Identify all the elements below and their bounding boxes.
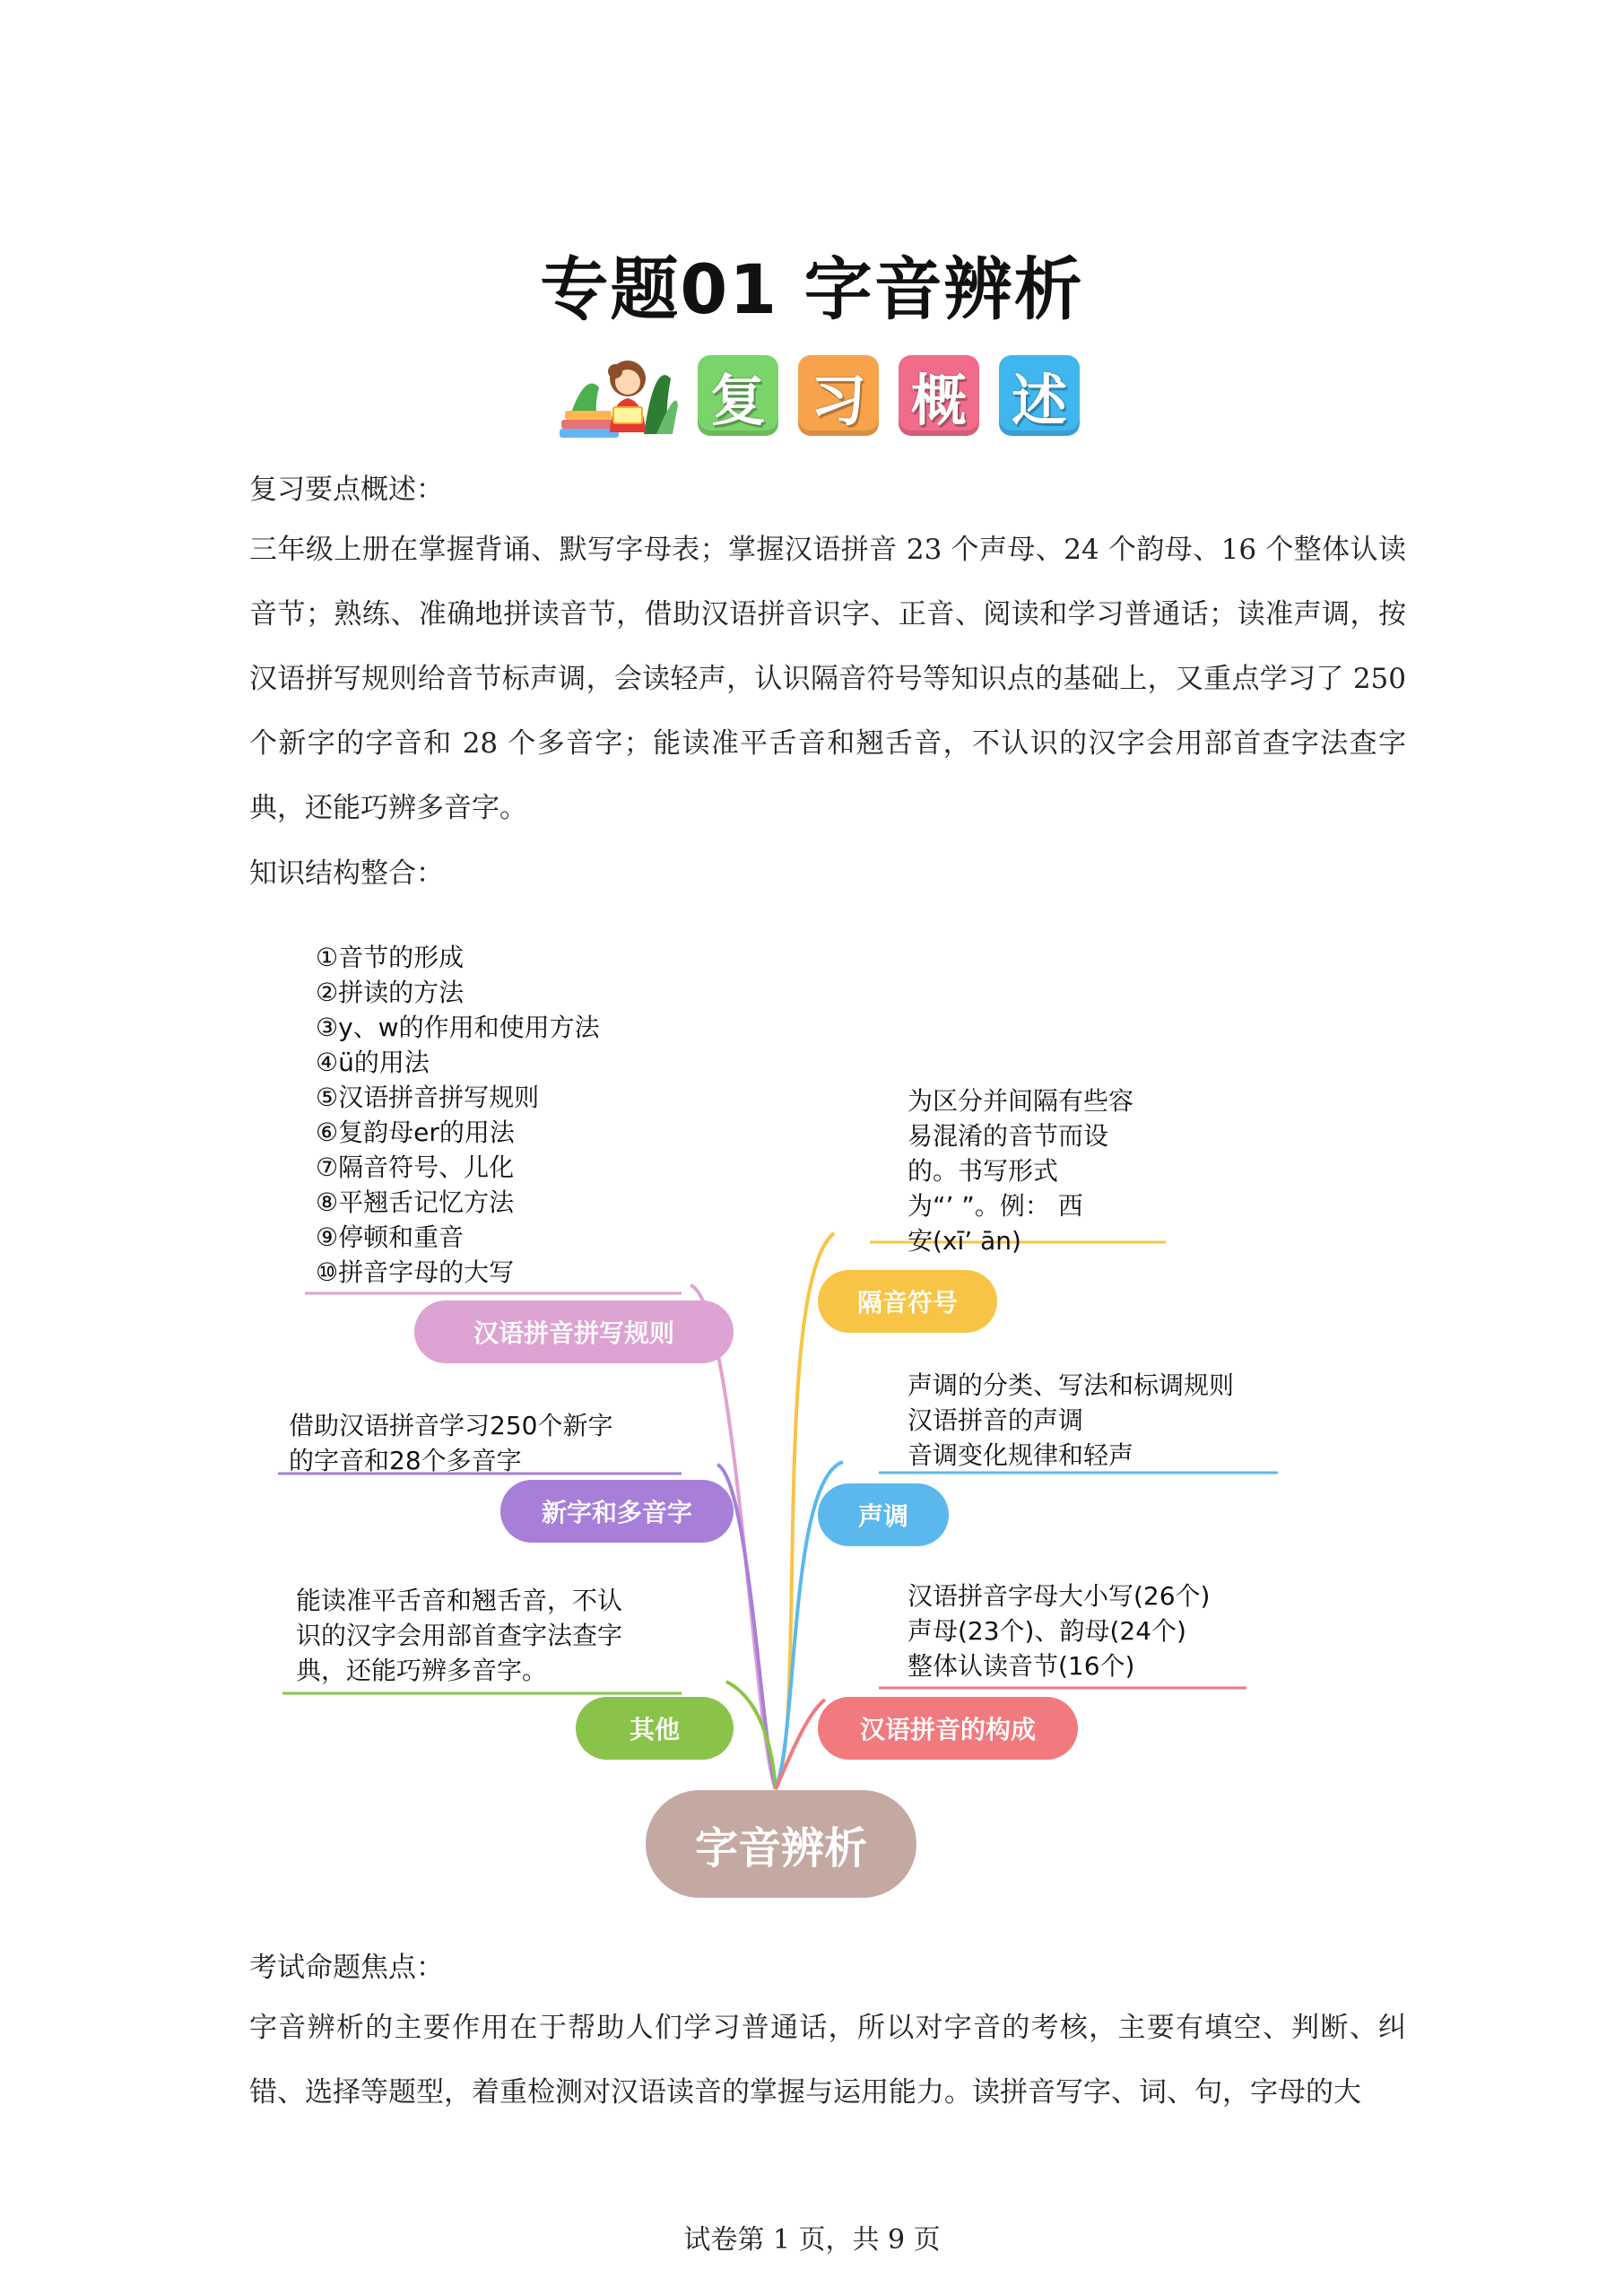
list-item: ⑤汉语拼音拼写规则 (316, 1083, 540, 1112)
list-item: ④ü的用法 (316, 1048, 430, 1077)
branch-other: 其他 (576, 1697, 734, 1760)
tone-text: 声调的分类、写法和标调规则 汉语拼音的声调 音调变化规律和轻声 (908, 1370, 1235, 1470)
page-footer: 试卷第 1 页，共 9 页 (683, 2224, 941, 2256)
mind-map (269, 924, 1345, 1937)
branch-structure: 汉语拼音的构成 (818, 1697, 1078, 1760)
branch-tone: 声调 (818, 1483, 949, 1546)
review-banner (556, 352, 1094, 441)
review-summary-label: 复习要点概述： (249, 474, 444, 506)
exam-focus-text: 字音辨析的主要作用在于帮助人们学习普通话，所以对字音的考核，主要有填空、判断、纠错、选择等题型，着重检测对汉语读音的掌握与运用能力。读拼音写字、词、句，字母的大 (249, 2012, 1406, 2109)
list-item: ⑩拼音字母的大写 (316, 1257, 515, 1287)
list-item: ②拼读的方法 (316, 978, 465, 1007)
exam-focus-label: 考试命题焦点： (249, 1952, 444, 1984)
reading-girl-icon (556, 352, 680, 441)
branch-separator: 隔音符号 (818, 1270, 997, 1333)
list-item: ①音节的形成 (316, 943, 465, 972)
branch-pinyin-rules: 汉语拼音拼写规则 (414, 1300, 734, 1363)
new-chars-text: 借助汉语拼音学习250个新字 的字音和28个多音字 (289, 1411, 613, 1475)
list-item: ⑧平翘舌记忆方法 (316, 1187, 515, 1217)
knowledge-structure-label: 知识结构整合： (249, 857, 444, 890)
other-text: 能读准平舌音和翘舌音，不认 识的汉字会用部首查字法查字 典，还能巧辨多音字。 (296, 1586, 623, 1685)
banner-tile-gai: 概 (899, 355, 979, 436)
list-item: ⑦隔音符号、儿化 (316, 1152, 515, 1182)
list-item: ⑥复韵母er的用法 (316, 1118, 515, 1147)
structure-text: 汉语拼音字母大小写(26个) 声母(23个)、韵母(24个) 整体认读音节(16个) (908, 1581, 1211, 1681)
list-item: ⑨停顿和重音 (316, 1222, 465, 1252)
banner-tile-xi: 习 (798, 355, 879, 436)
review-summary-text: 三年级上册在掌握背诵、默写字母表；掌握汉语拼音 23 个声母、24 个韵母、16 个整体认读音节；熟练、准确地拼读音节，借助汉语拼音识字、正音、阅读和学习普通话；读准声调，按汉语拼写规则给音节标声调，会读轻声，认识隔音符号等知识点的基础上，又重点学习了 250 个新字的字音和 28 个多音字；能读准平舌音和翘舌音，不认识的汉字会用部首查字法查字典，还能巧辨多音字。 (249, 534, 1406, 824)
branch-new-chars: 新字和多音字 (500, 1480, 734, 1543)
pinyin-rules-list (316, 940, 600, 1290)
page-title: 专题01 字音辨析 (540, 249, 1084, 329)
banner-tile-fu: 复 (698, 355, 778, 436)
list-item: ③y、w的作用和使用方法 (316, 1013, 600, 1042)
mind-map-center: 字音辨析 (646, 1790, 916, 1898)
separator-text: 为区分并间隔有些容 易混淆的音节而设 的。书写形式 为“’ ”。例： 西 安(xī’ ān) (908, 1086, 1134, 1256)
banner-tile-shu: 述 (999, 355, 1080, 436)
